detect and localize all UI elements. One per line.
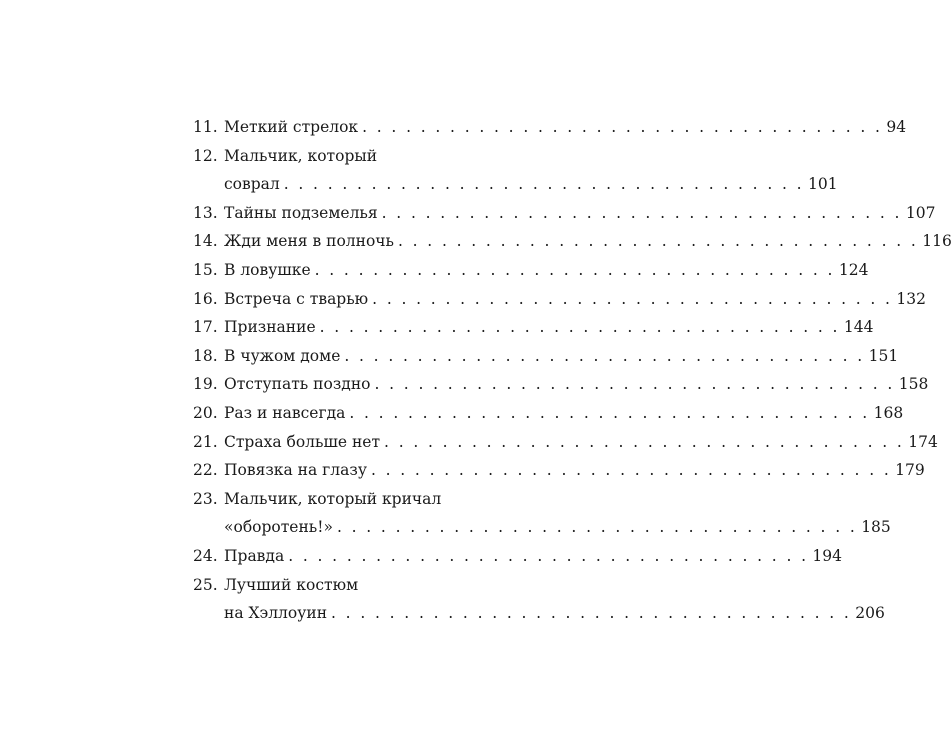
- toc-line: [193, 599, 885, 628]
- chapter-title: Отступать поздно: [224, 375, 371, 394]
- chapter-number: 21.: [193, 432, 218, 451]
- toc-entry: [193, 256, 869, 285]
- toc-entry: [193, 285, 926, 314]
- page-number: 144: [843, 318, 874, 337]
- page-number: 116: [922, 232, 952, 251]
- chapter-number: 24.: [193, 546, 218, 565]
- page-number: 132: [896, 289, 926, 308]
- chapter-number: 17.: [193, 318, 218, 337]
- chapter-number: 19.: [193, 375, 218, 394]
- dot-leader: . . . . . . . . . . . . . . . . . . . . . . . . . . . . . . . . . . . .: [370, 461, 892, 480]
- page-number: 94: [886, 118, 907, 136]
- chapter-title: Меткий стрелок: [224, 118, 359, 136]
- dot-leader: . . . . . . . . . . . . . . . . . . . . . . . . . . . . . . . . . . . .: [331, 604, 852, 623]
- table-of-contents: [193, 113, 952, 628]
- toc-entry: [193, 399, 904, 428]
- chapter-title: Правда: [224, 546, 285, 565]
- dot-leader: . . . . . . . . . . . . . . . . . . . . . . . . . . . . . . . . . . . .: [336, 518, 858, 537]
- page-number: 168: [873, 403, 904, 422]
- toc-line: [193, 227, 952, 256]
- dot-leader: . . . . . . . . . . . . . . . . . . . . . . . . . . . . . . . . . . . .: [349, 403, 870, 422]
- toc-entry: [193, 227, 952, 256]
- toc-entry: [193, 370, 929, 399]
- chapter-number: 16.: [193, 289, 218, 308]
- chapter-number: 14.: [193, 232, 218, 251]
- toc-entry: [193, 485, 891, 542]
- chapter-number: 20.: [193, 403, 218, 422]
- chapter-title: Страха больше нет: [224, 432, 381, 451]
- toc-line: [193, 370, 929, 399]
- toc-line: [193, 113, 907, 142]
- toc-entry: [193, 428, 938, 457]
- toc-line: [193, 313, 874, 342]
- chapter-title: Признание: [224, 318, 316, 337]
- page-number: 124: [838, 260, 869, 279]
- dot-leader: . . . . . . . . . . . . . . . . . . . . . . . . . . . . . . . . . . . .: [362, 118, 883, 136]
- chapter-title: Встреча с тварью: [224, 289, 369, 308]
- dot-leader: . . . . . . . . . . . . . . . . . . . . . . . . . . . . . . . . . . . .: [283, 175, 804, 194]
- chapter-number: 12.: [193, 146, 218, 165]
- dot-leader: . . . . . . . . . . . . . . . . . . . . . . . . . . . . . . . . . . . .: [344, 346, 865, 365]
- chapter-title: В ловушке: [224, 260, 311, 279]
- chapter-title: соврал: [224, 175, 280, 194]
- chapter-title: «оборотень!»: [224, 518, 333, 537]
- dot-leader: . . . . . . . . . . . . . . . . . . . . . . . . . . . . . . . . . . . .: [372, 289, 893, 308]
- dot-leader: . . . . . . . . . . . . . . . . . . . . . . . . . . . . . . . . . . . .: [288, 546, 809, 565]
- toc-line: [193, 542, 843, 571]
- toc-entry: [193, 571, 885, 628]
- chapter-title: Повязка на глазу: [224, 461, 367, 480]
- dot-leader: . . . . . . . . . . . . . . . . . . . . . . . . . . . . . . . . . . . .: [374, 375, 895, 394]
- dot-leader: . . . . . . . . . . . . . . . . . . . . . . . . . . . . . . . . . . . .: [319, 318, 840, 337]
- chapter-number: 11.: [193, 118, 218, 136]
- toc-entry: [193, 342, 899, 371]
- chapter-number: 13.: [193, 203, 218, 222]
- chapter-number: 25.: [193, 575, 218, 594]
- page-number: 185: [861, 518, 891, 537]
- toc-entry: [193, 542, 843, 571]
- toc-entry: [193, 456, 925, 485]
- toc-entry: [193, 142, 838, 199]
- chapter-title: Мальчик, который кричал: [224, 489, 442, 508]
- dot-leader: . . . . . . . . . . . . . . . . . . . . . . . . . . . . . . . . . . . .: [314, 260, 835, 279]
- toc-line: [193, 256, 869, 285]
- toc-line: [193, 399, 904, 428]
- chapter-number: 22.: [193, 461, 218, 480]
- dot-leader: . . . . . . . . . . . . . . . . . . . . . . . . . . . . . . . . . . . .: [384, 432, 905, 451]
- toc-line: [193, 199, 936, 228]
- toc-entry: [193, 313, 874, 342]
- dot-leader: . . . . . . . . . . . . . . . . . . . . . . . . . . . . . . . . . . . .: [381, 203, 902, 222]
- page-number: 101: [807, 175, 838, 194]
- page-number: 151: [868, 346, 899, 365]
- dot-leader: . . . . . . . . . . . . . . . . . . . . . . . . . . . . . . . . . . . .: [398, 232, 919, 251]
- toc-line: [193, 342, 899, 371]
- chapter-title: Жди меня в полночь: [224, 232, 394, 251]
- chapter-title: Мальчик, который: [224, 146, 378, 165]
- page-number: 107: [905, 203, 936, 222]
- page-number: 179: [895, 461, 925, 480]
- toc-line: [193, 571, 471, 600]
- chapter-number: 15.: [193, 260, 218, 279]
- chapter-title: на Хэллоуин: [224, 604, 328, 623]
- toc-line: [193, 456, 925, 485]
- toc-line: [193, 142, 471, 171]
- page-number: 206: [855, 604, 885, 623]
- toc-entry: [193, 113, 907, 142]
- chapter-title: Раз и навсегда: [224, 403, 346, 422]
- toc-line: [193, 285, 926, 314]
- chapter-number: 23.: [193, 489, 218, 508]
- chapter-title: Тайны подземелья: [224, 203, 378, 222]
- chapter-number: 18.: [193, 346, 218, 365]
- page-number: 194: [812, 546, 843, 565]
- toc-line: [193, 513, 891, 542]
- toc-line: [193, 428, 938, 457]
- page-number: 174: [908, 432, 938, 451]
- page-number: 158: [898, 375, 929, 394]
- chapter-title: Лучший костюм: [224, 575, 359, 594]
- toc-line: [193, 170, 838, 199]
- toc-line: [193, 485, 471, 514]
- chapter-title: В чужом доме: [224, 346, 341, 365]
- toc-entry: [193, 199, 936, 228]
